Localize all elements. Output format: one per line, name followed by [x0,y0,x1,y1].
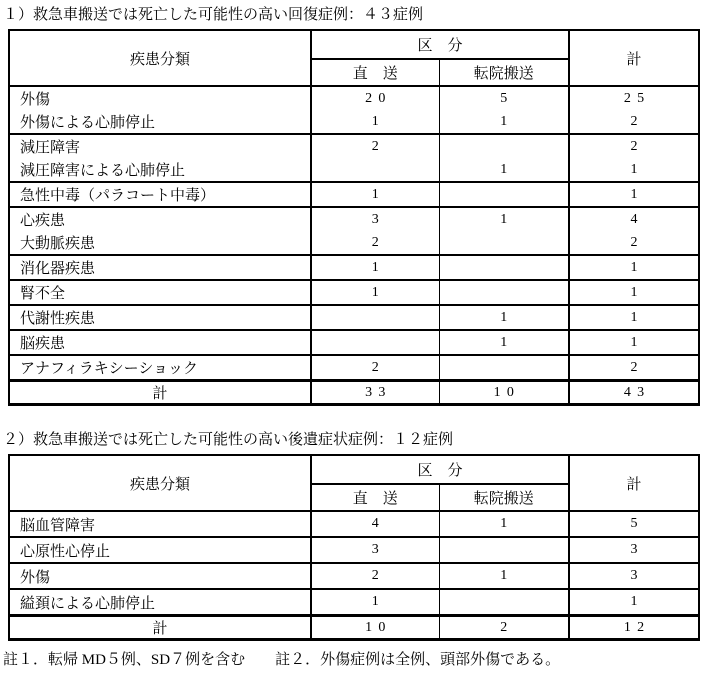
transfer-transport-header: 転院搬送 [439,59,569,86]
total-header: 計 [569,30,699,86]
table-row [9,305,699,330]
table-row [9,86,699,110]
table-row [9,182,699,207]
total-value-cell: 3 [569,563,699,589]
direct-value-cell: 2 [311,355,439,381]
footnote-2: 註２．外傷症例は全例、頭部外傷である。 [275,652,561,668]
transfer-value-cell [439,182,569,207]
direct-value-cell: 3 [311,207,439,231]
direct-value-cell [311,305,439,330]
transfer-transport-header: 転院搬送 [439,484,569,511]
total-value-cell: 2 [569,231,699,255]
direct-transport-header: 直 送 [311,484,439,511]
table-row [9,231,699,255]
transfer-value-cell: 1 [439,330,569,355]
direct-transport-header: 直 送 [311,59,439,86]
transfer-value-cell [439,537,569,563]
table-row [9,280,699,305]
direct-value-cell: 20 [311,86,439,110]
sequelae-cases-table [8,454,700,641]
table-row [9,355,699,381]
total-value-cell: 5 [569,511,699,537]
table-row [9,511,699,537]
direct-value-cell [311,158,439,182]
direct-value-cell [311,330,439,355]
transfer-value-cell: 1 [439,563,569,589]
total-value-cell: 4 [630,211,644,227]
total-value-cell: 1 [569,330,699,355]
disease-cell: 減圧障害による心肺停止 [9,158,311,182]
disease-cell: 脳血管障害 [9,511,311,537]
total-label-cell: 計 [9,381,311,405]
direct-value-cell: 1 [311,110,439,134]
disease-cell: 外傷による心肺停止 [9,110,311,134]
table-row [9,330,699,355]
total-transfer-cell: 10 [439,381,569,405]
total-value-cell: 2 [630,359,644,375]
table-row [9,563,699,589]
total-value-cell: 1 [569,182,699,207]
table-row [9,110,699,134]
disease-cell: アナフィラキシーショック [9,355,311,381]
footnotes-line [3,648,706,669]
total-value-cell: 1 [569,255,699,280]
disease-cell: 心原性心停止 [9,537,311,563]
total-value-cell: 2 [569,110,699,134]
disease-class-header: 疾患分類 [9,30,311,86]
total-value-cell: 3 [569,537,699,563]
table2-total-row [9,616,699,640]
division-header: 区 分 [311,455,569,484]
transfer-value-cell [439,255,569,280]
transfer-value-cell [439,589,569,616]
disease-cell: 心疾患 [9,207,311,231]
direct-value-cell: 3 [311,537,439,563]
table1-total-row [9,381,699,405]
table2-title: ２）救急車搬送では死亡した可能性の高い後遺症状症例：１２症例 [3,432,454,448]
total-header: 計 [569,455,699,511]
table-row [9,255,699,280]
table2-header [9,455,699,511]
direct-value-cell: 1 [311,589,439,616]
disease-cell: 消化器疾患 [9,255,311,280]
total-sum-cell: 43 [569,381,699,405]
total-direct-cell: 33 [311,381,439,405]
total-sum-cell: 12 [569,616,699,640]
table1-title: １）救急車搬送では死亡した可能性の高い回復症例：４３症例 [3,7,424,23]
disease-cell: 減圧障害 [9,134,311,158]
total-value-cell: 1 [630,594,644,609]
transfer-value-cell: 1 [439,158,569,182]
disease-cell: 縊頚による心肺停止 [9,589,311,616]
disease-cell: 代謝性疾患 [9,305,311,330]
direct-value-cell: 2 [311,134,439,158]
disease-cell: 大動脈疾患 [9,231,311,255]
table-row [9,589,699,616]
total-value-cell: 2 [630,138,644,154]
sequelae-cases-section [0,431,706,641]
direct-value-cell: 1 [311,182,439,207]
transfer-value-cell [439,280,569,305]
table1-body [9,86,699,381]
table1-header [9,30,699,86]
total-value-cell: 1 [569,305,699,330]
footnote-1: 註１．転帰 MD５例、SD７例を含む [3,652,246,668]
table-row [9,134,699,158]
total-value-cell: 1 [569,280,699,305]
total-row [9,381,699,405]
direct-value-cell: 2 [311,563,439,589]
transfer-value-cell: 1 [439,511,569,537]
disease-cell: 急性中毒（パラコート中毒） [9,182,311,207]
table-row [9,207,699,231]
direct-value-cell: 1 [311,255,439,280]
division-header: 区 分 [311,30,569,59]
transfer-value-cell: 1 [439,207,569,231]
recovery-cases-table [8,29,700,406]
transfer-value-cell: 5 [439,86,569,110]
total-value-cell: 1 [569,158,699,182]
direct-value-cell: 1 [311,280,439,305]
transfer-value-cell: 1 [439,110,569,134]
transfer-value-cell: 1 [439,305,569,330]
table-row [9,537,699,563]
total-label-cell: 計 [9,616,311,640]
transfer-value-cell [439,134,569,158]
disease-cell: 外傷 [9,86,311,110]
direct-value-cell: 4 [311,511,439,537]
direct-value-cell: 2 [311,231,439,255]
transfer-value-cell [439,231,569,255]
disease-class-header: 疾患分類 [9,455,311,511]
total-value-cell: 25 [623,90,651,106]
disease-cell: 腎不全 [9,280,311,305]
disease-cell: 脳疾患 [9,330,311,355]
disease-cell: 外傷 [9,563,311,589]
transfer-value-cell [439,355,569,381]
total-transfer-cell: 2 [439,616,569,640]
total-row [9,616,699,640]
table2-body [9,511,699,616]
total-direct-cell: 10 [311,616,439,640]
table-row [9,158,699,182]
